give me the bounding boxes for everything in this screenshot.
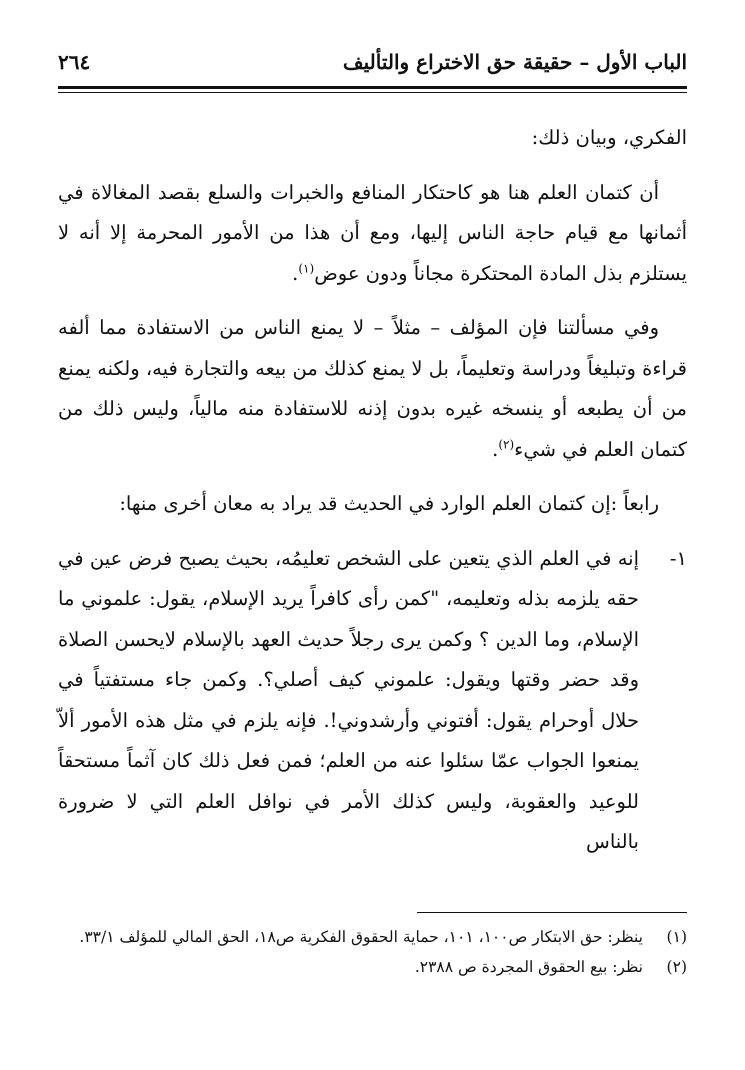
footnote-2 <box>58 952 687 982</box>
paragraph-2 <box>58 173 687 295</box>
page-number: ٢٦٤ <box>58 50 91 74</box>
list-item-1 <box>58 539 687 863</box>
footnote-text: نظر: بيع الحقوق المجردة ص ٢٣٨٨. <box>414 958 643 976</box>
paragraph-2-text: أن كتمان العلم هنا هو كاحتكار المنافع والخبرات والسلع بقصد المغالاة في أثمانها مع قيام حاجة الناس إليها، ومع أن هذا من الأمور المحرمة إلا أنه لا يستلزم بذل المادة المحتكرة مجاناً ودون عوض <box>58 180 687 285</box>
paragraph-3-end: . <box>492 437 499 461</box>
footnote-separator <box>417 912 687 913</box>
paragraph-4: رابعاً :إن كتمان العلم الوارد في الحديث قد يراد به معان أخرى منها: <box>119 492 659 515</box>
paragraph-1: الفكري، وبيان ذلك: <box>531 126 687 149</box>
footnote-ref-1[interactable]: (١) <box>298 261 315 275</box>
running-title: الباب الأول – حقيقة حق الاختراع والتأليف <box>342 50 687 74</box>
footnote-number: (٢) <box>666 958 687 976</box>
paragraph-2-end: . <box>292 261 299 285</box>
footnotes <box>58 922 687 982</box>
header-rule <box>58 86 687 89</box>
body-text <box>58 118 687 863</box>
footnote-ref-2[interactable]: (٢) <box>498 437 515 451</box>
list-item-number: ١- <box>669 546 687 570</box>
list-item-text: إنه في العلم الذي يتعين على الشخص تعليمُه، بحيث يصبح فرض عين في حقه يلزمه بذله وتعليمه، "كمن رأى كافراً يريد الإسلام، يقول: علموني ما الإسلام، وما الدين ؟ وكمن يرى رجلاً حديث العهد بالإسلام لايحسن الصلاة وقد حضر وقتها ويقول: علموني كيف أصلي؟. وكمن جاء مستفتياً في حلال أوحرام يقول: أفتوني وأرشدوني!. فإنه يلزم في مثل هذه الأمور ألاّ يمنعوا الجواب عمّا سئلوا عنه من العلم؛ فمن فعل ذلك كان آثماً مستحقاً للوعيد والعقوبة، وليس كذلك الأمر في نوافل العلم التي لا ضرورة بالناس <box>58 546 639 853</box>
paragraph-3-text: وفي مسألتنا فإن المؤلف – مثلاً – لا يمنع الناس من الاستفادة مما ألفه قراءة وتبليغاً ودراسة وتعليماً، بل لا يمنع كذلك من بيعه والتجارة فيه، ولكنه يمنع من أن يطبعه أو ينسخه غيره بدون إذنه للاستفادة منه مالياً، وليس ذلك من كتمان العلم في شيء <box>58 316 687 461</box>
footnote-text: ينظر: حق الابتكار ص١٠٠، ١٠١، حماية الحقوق الفكرية ص١٨، الحق المالي للمؤلف ٣٣/١. <box>79 928 643 946</box>
footnote-number: (١) <box>666 928 687 946</box>
footnote-1 <box>58 922 687 952</box>
header-rule-thin <box>58 92 687 93</box>
page-header <box>58 42 687 82</box>
paragraph-3 <box>58 308 687 470</box>
